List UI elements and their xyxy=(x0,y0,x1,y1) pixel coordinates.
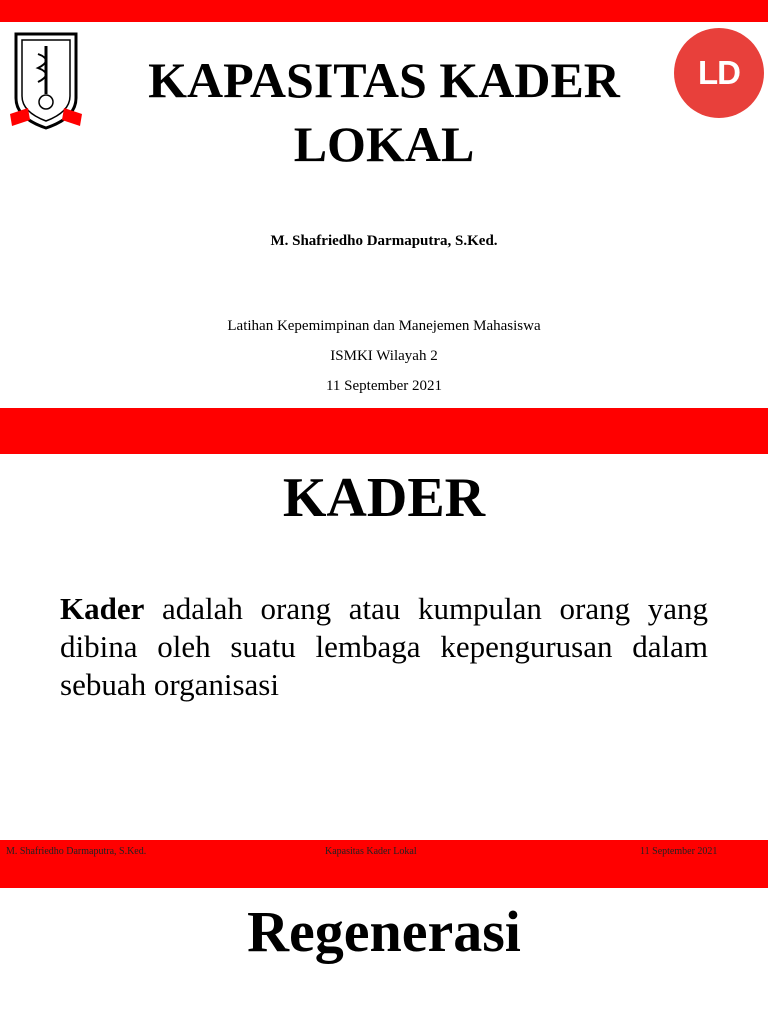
author-name: M. Shafriedho Darmaputra, S.Ked. xyxy=(270,233,498,249)
footer-title: Kapasitas Kader Lokal xyxy=(325,846,417,857)
ld-logo-text: LD xyxy=(698,54,740,91)
footer-author: M. Shafriedho Darmaputra, S.Ked. xyxy=(6,846,147,857)
organization-name: ISMKI Wilayah 2 xyxy=(330,348,438,364)
event-date: 11 September 2021 xyxy=(325,378,443,394)
footer-date: 11 September 2021 xyxy=(640,846,718,857)
kader-definition xyxy=(60,590,708,704)
slide-footer xyxy=(0,840,768,888)
ld-logo-icon xyxy=(674,28,764,118)
slide-3-title: Regenerasi xyxy=(247,899,521,964)
slide-2-title: KADER xyxy=(282,467,486,529)
kader-term: Kader xyxy=(60,591,145,626)
slide-separator-bar xyxy=(0,408,768,454)
kader-definition-text: adalah orang atau kumpulan orang yang dibina oleh suatu lembaga kepengurusan dalam sebuah organisasi xyxy=(60,591,708,702)
top-red-bar xyxy=(0,0,768,22)
event-name: Latihan Kepemimpinan dan Manejemen Mahasiswa xyxy=(227,318,541,334)
slide-1-title: KAPASITAS KADER LOKAL xyxy=(148,52,620,172)
